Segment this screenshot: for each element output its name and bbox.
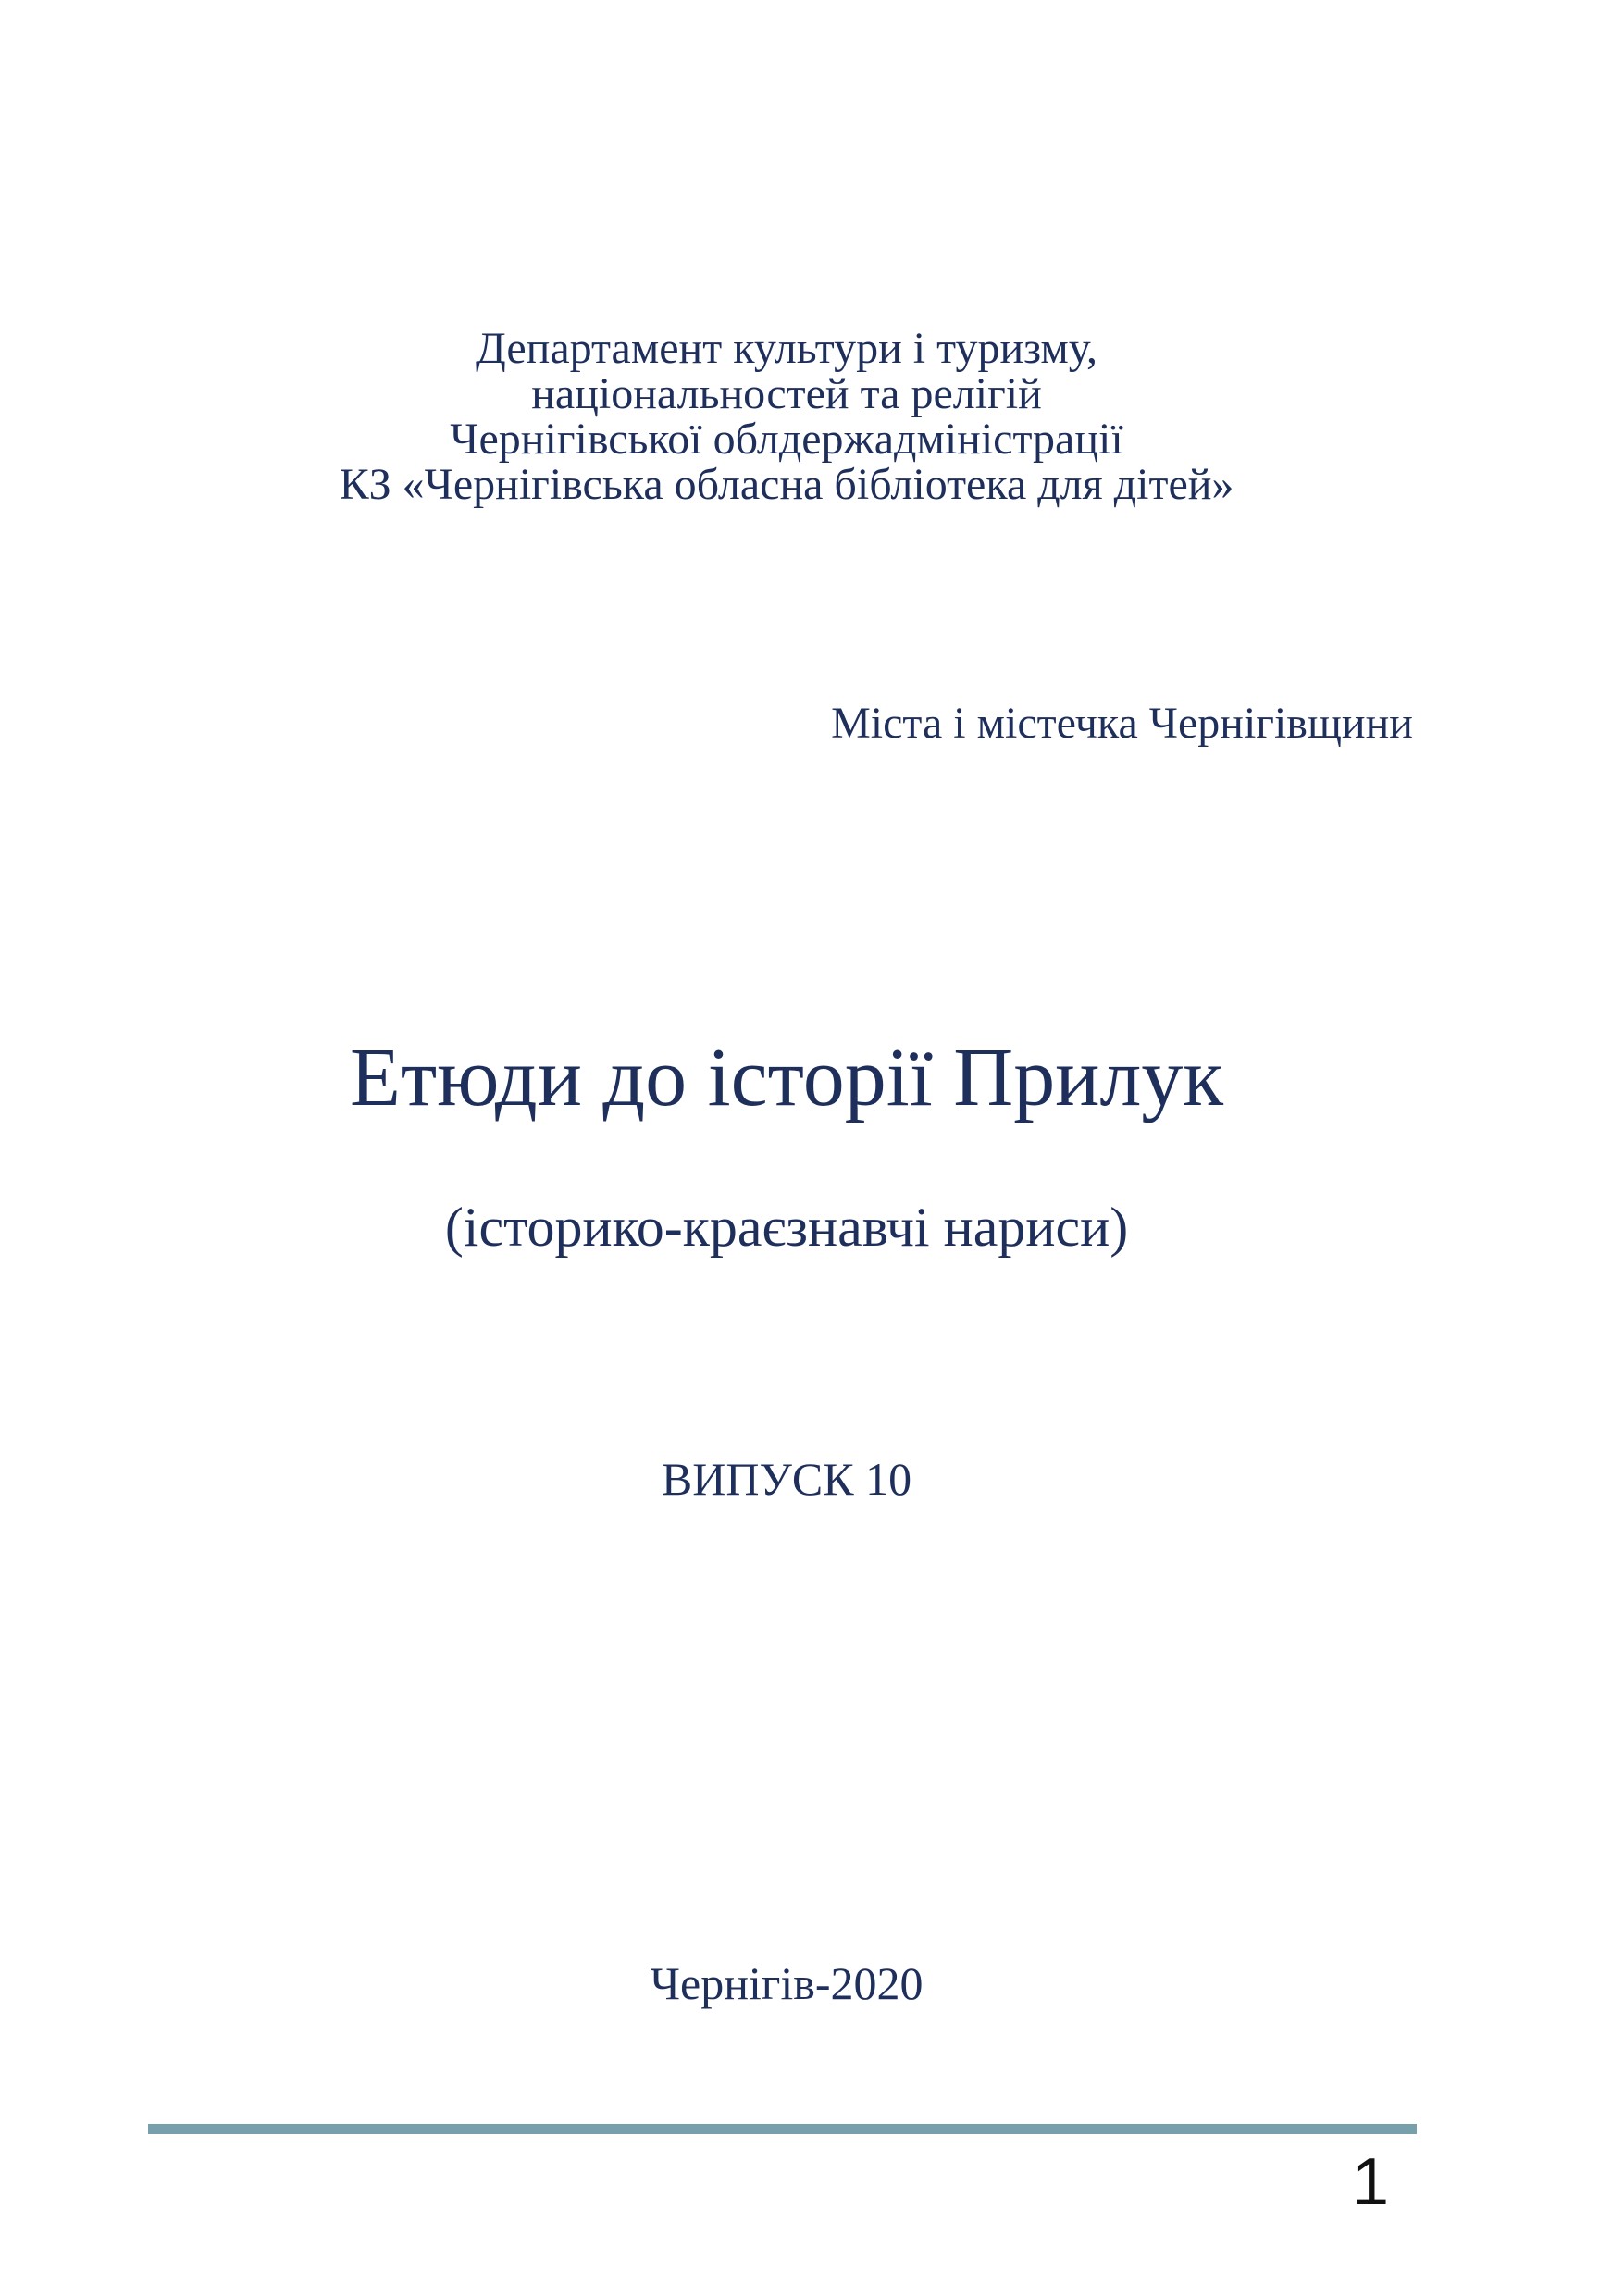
header-line-library: КЗ «Чернігівська обласна бібліотека для дітей» [339, 460, 1234, 509]
document-subtitle: (історико-краєзнавчі нариси) [444, 1197, 1129, 1258]
page-number: 1 [1351, 2145, 1389, 2219]
header-line-nationalities: національностей та релігій [531, 369, 1042, 418]
header-line-administration: Чернігівської облдержадміністрації [450, 415, 1123, 464]
place-and-year: Чернігів-2020 [650, 1957, 924, 2009]
publisher-header [0, 326, 1573, 507]
header-line-department: Департамент культури і туризму, [476, 324, 1097, 373]
issue-number: ВИПУСК 10 [661, 1453, 912, 1505]
footer-divider [148, 2124, 1417, 2134]
series-name: Міста і містечка Чернігівщини [831, 699, 1413, 748]
document-title: Етюди до історії Прилук [349, 1032, 1224, 1123]
